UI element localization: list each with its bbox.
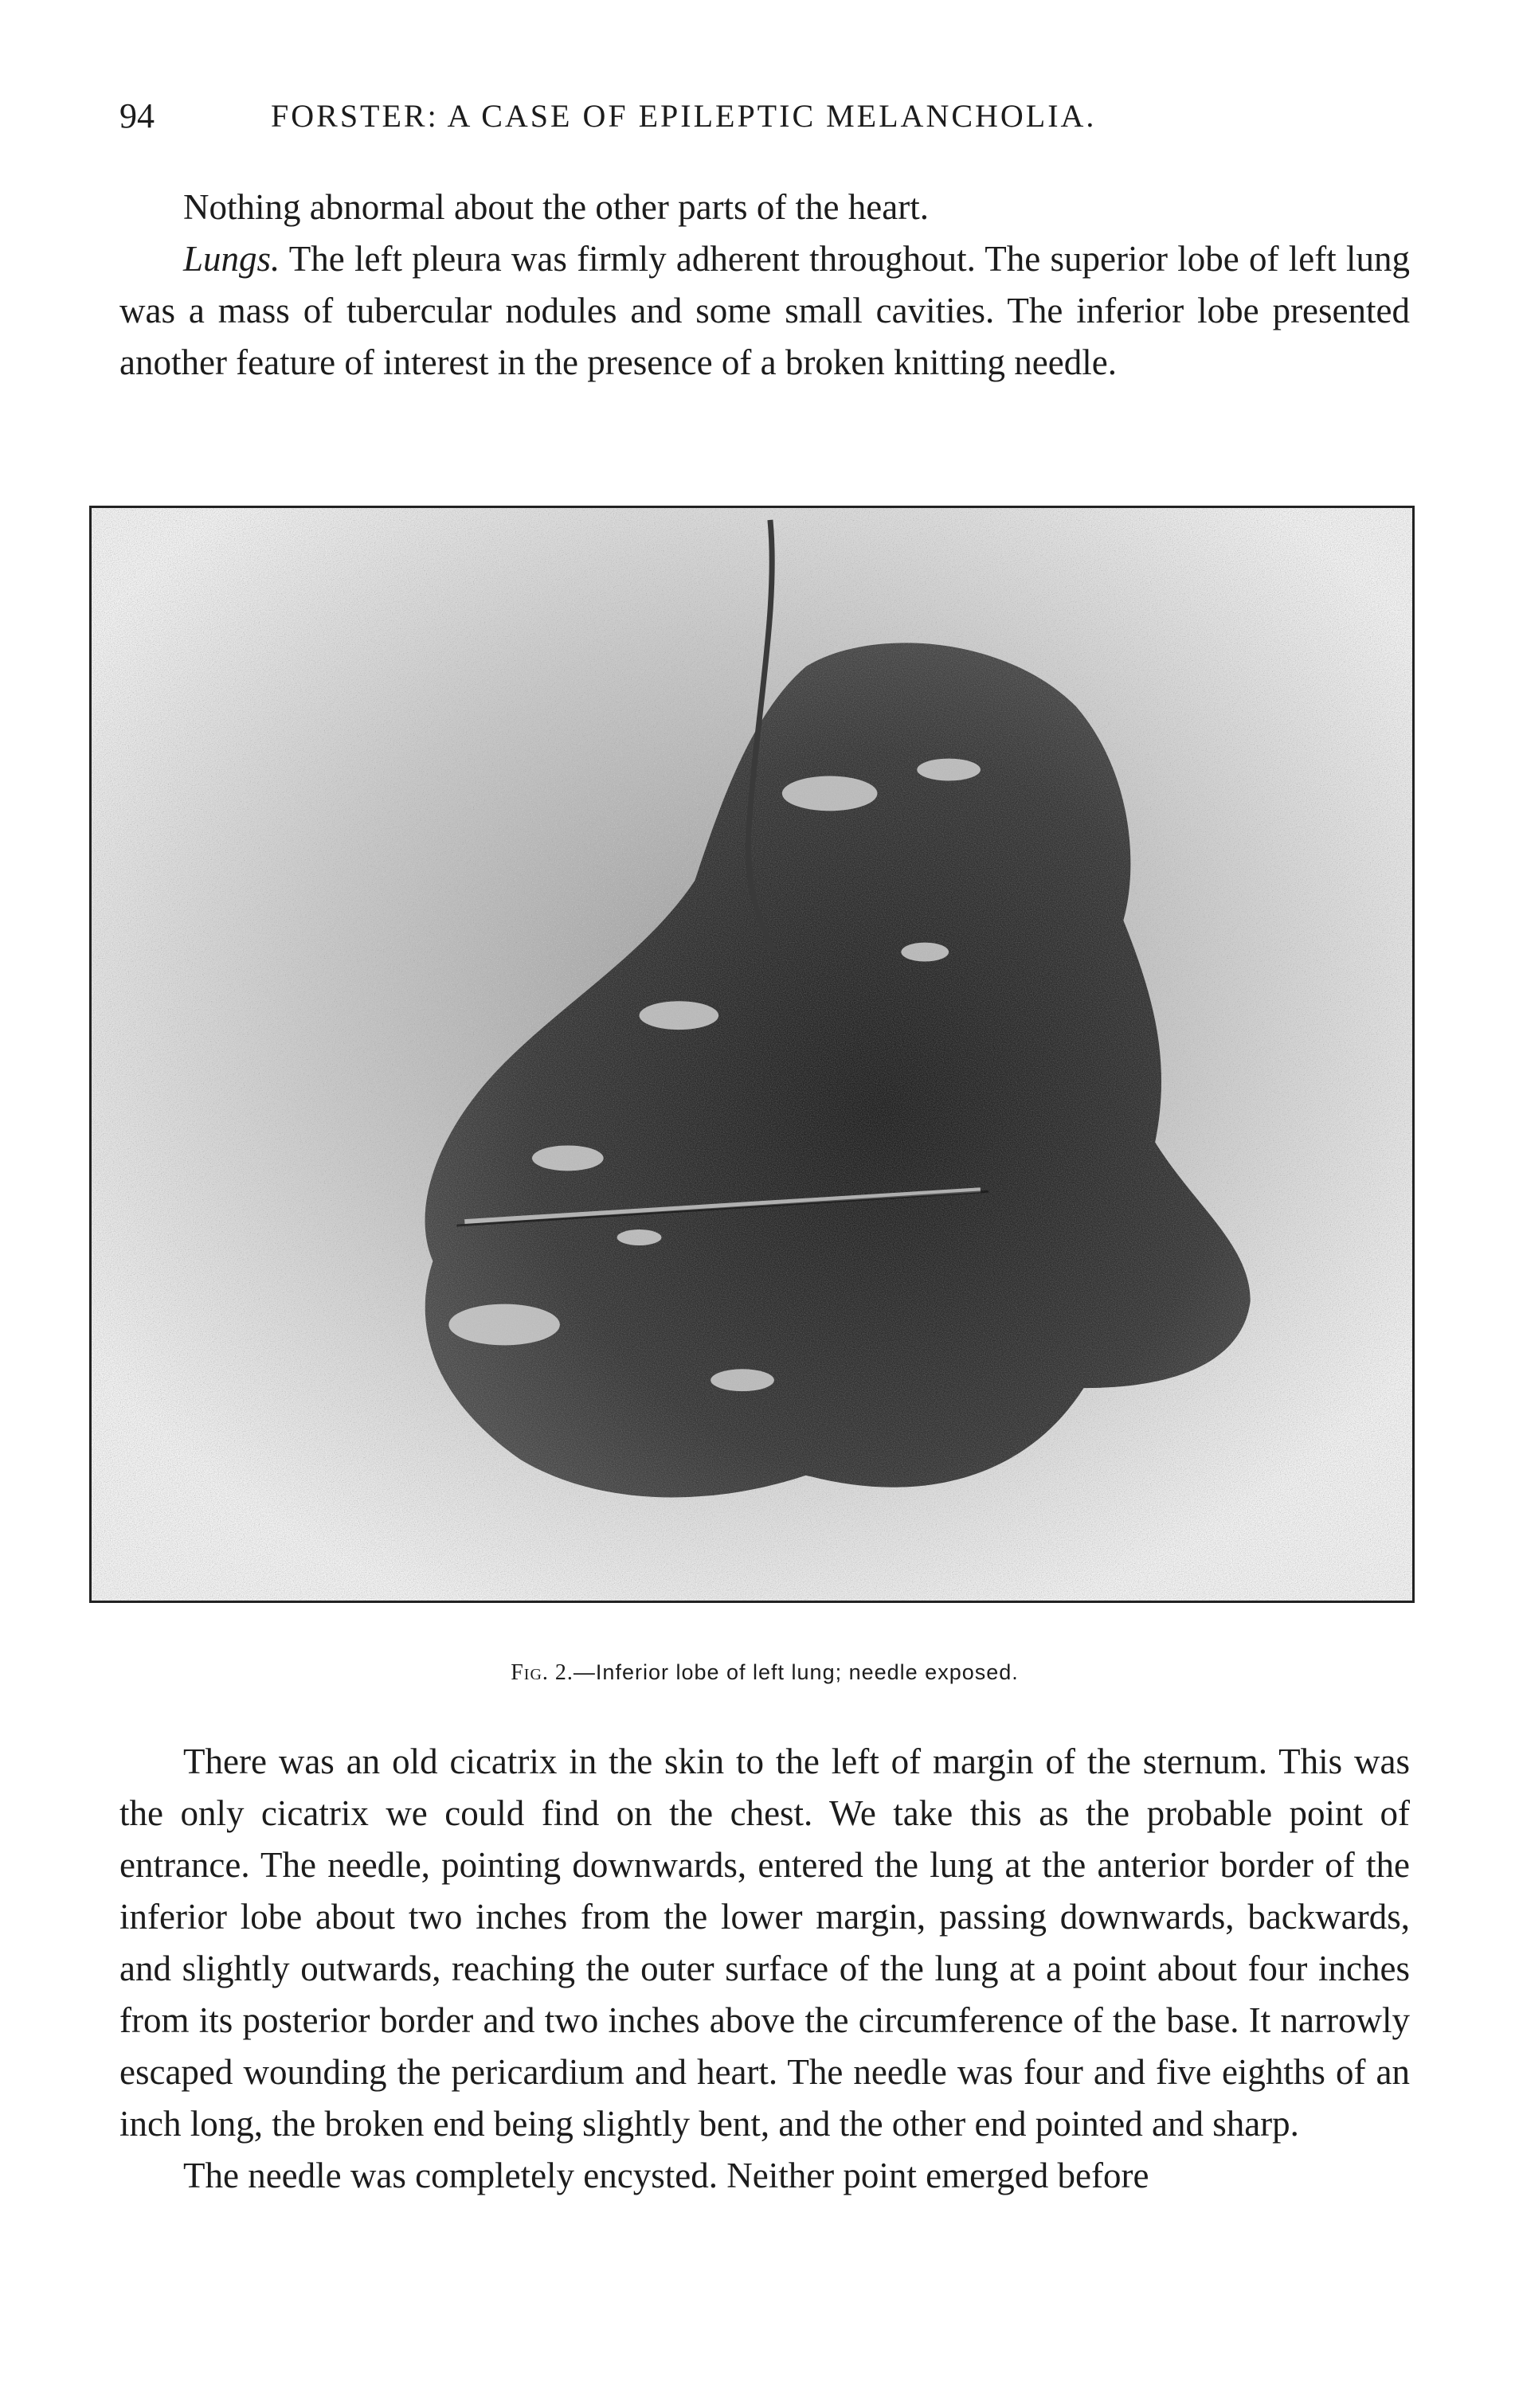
running-title: FORSTER: A CASE OF EPILEPTIC MELANCHOLIA. bbox=[271, 98, 1097, 134]
figure-label: Fig. 2. bbox=[511, 1660, 574, 1685]
paragraph-lungs bbox=[119, 233, 1410, 389]
running-head bbox=[119, 89, 1426, 137]
paragraph-heart: Nothing abnormal about the other parts of the heart. bbox=[183, 187, 929, 227]
figure-caption-text: —Inferior lobe of left lung; needle exposed. bbox=[573, 1660, 1019, 1684]
lungs-heading: Lungs. bbox=[183, 239, 280, 279]
paragraph-cicatrix: There was an old cicatrix in the skin to the left of margin of the sternum. This was the only cicatrix we could find on the chest. We take this as the probable point of entrance. The needle, pointing downwards, entered the lung at the anterior border of the inferior lobe about two inches from the lower margin, passing downwards, backwards, and slightly outwards, reaching the outer surface of the lung at a point about four inches from its posterior border and two inches above the circumference of the base. It narrowly escaped wounding the pericardium and heart. The needle was four and five eighths of an inch long, the broken end being slightly bent, and the other end pointed and sharp. bbox=[119, 1742, 1410, 2144]
figure-lung-photograph bbox=[89, 506, 1415, 1603]
figure-caption bbox=[119, 1660, 1410, 1686]
lung-illustration bbox=[92, 508, 1412, 1601]
body-text-bottom bbox=[119, 1736, 1410, 2202]
paragraph-encysted: The needle was completely encysted. Neither point emerged before bbox=[183, 2156, 1149, 2195]
body-text-top bbox=[119, 182, 1410, 389]
lungs-text: The left pleura was firmly adherent throughout. The superior lobe of left lung was a mass of tubercular nodules and some small cavities. The inferior lobe presented another feature of interest in the presence of a broken knitting needle. bbox=[119, 239, 1411, 382]
page-number: 94 bbox=[119, 96, 155, 135]
